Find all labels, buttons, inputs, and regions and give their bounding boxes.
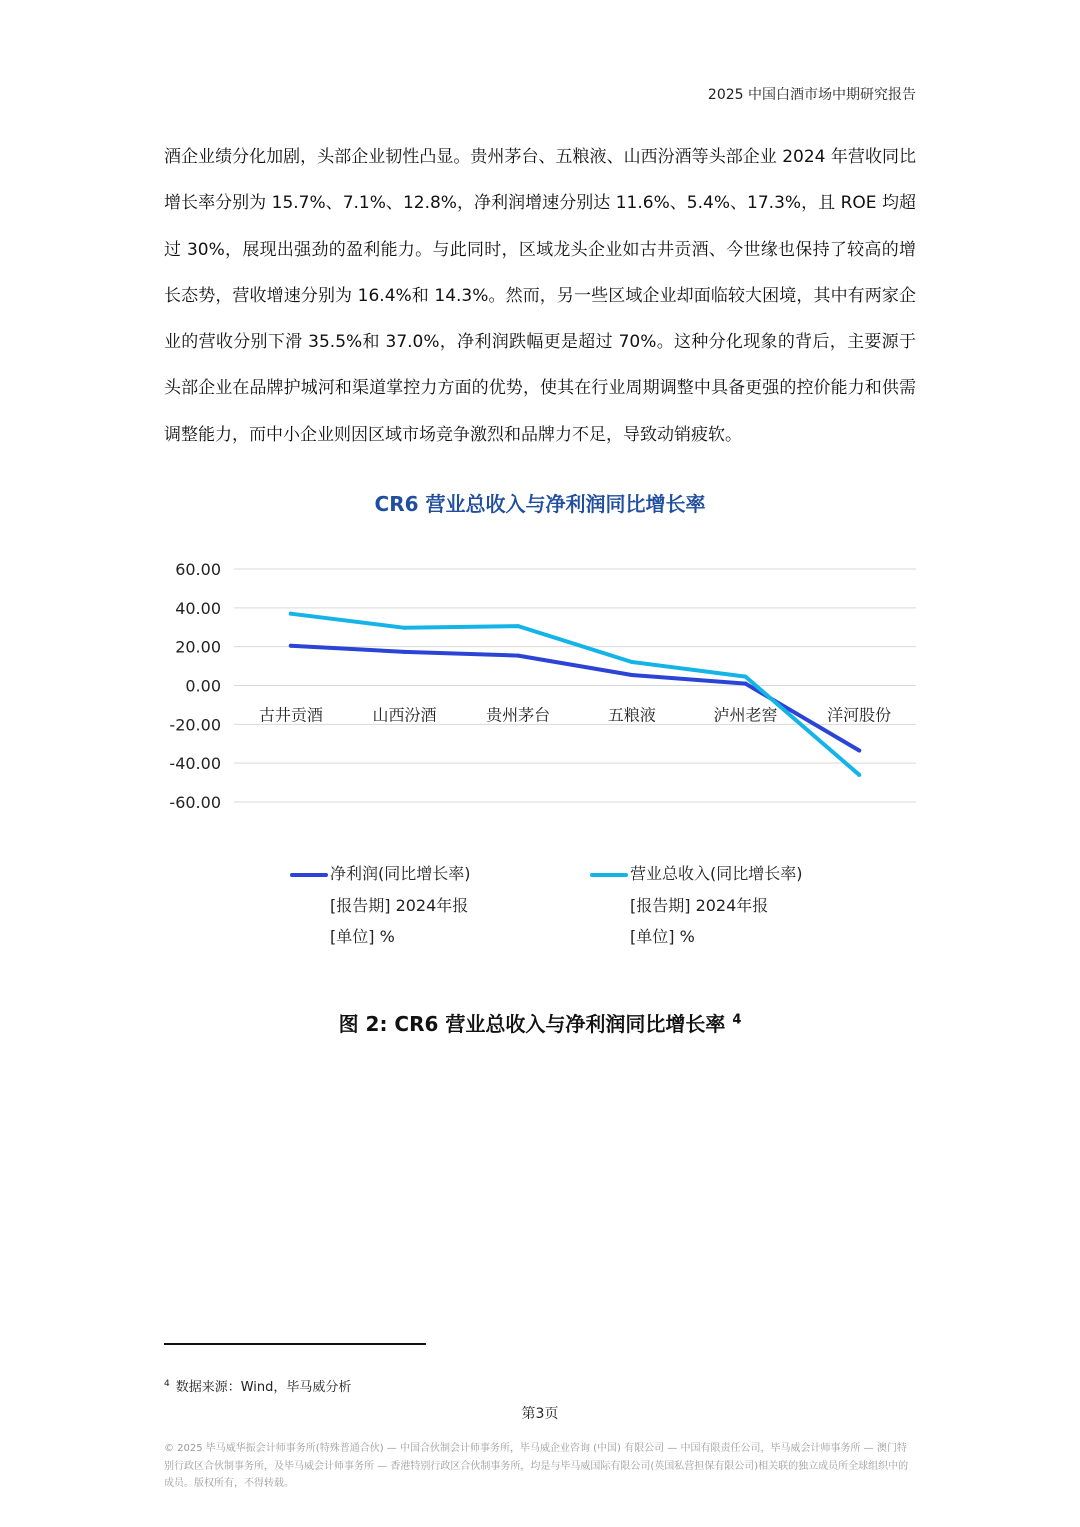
legend-line-net-profit xyxy=(290,873,328,877)
x-category-label: 山西汾酒 xyxy=(372,705,437,725)
legend-unit-revenue: [单位] % xyxy=(630,927,695,946)
legend-label-net-profit: 净利润(同比增长率) xyxy=(330,864,471,883)
legend-period-net-profit: [报告期] 2024年报 xyxy=(330,895,469,915)
page-number: 第3页 xyxy=(521,1406,559,1422)
figure-caption-text: 图 2: CR6 营业总收入与净利润同比增长率 xyxy=(338,1012,726,1036)
legend-line-revenue xyxy=(590,873,628,877)
legend-label-revenue: 营业总收入(同比增长率) xyxy=(630,864,803,883)
x-category-label: 泸州老窖 xyxy=(713,705,778,725)
y-tick-label: -60.00 xyxy=(169,793,221,812)
body-text xyxy=(164,134,916,458)
y-tick-label: -40.00 xyxy=(169,754,221,774)
x-category-label: 五粮液 xyxy=(607,705,656,725)
line-chart xyxy=(0,540,1080,830)
x-category-label: 洋河股份 xyxy=(827,705,892,725)
data-point xyxy=(289,612,293,616)
footnote-marker: 4 xyxy=(164,1378,170,1389)
data-point xyxy=(516,624,520,628)
y-tick-label: -20.00 xyxy=(169,715,221,735)
data-point xyxy=(630,660,634,664)
data-point xyxy=(630,673,634,677)
copyright-notice: © 2025 毕马威华振会计师事务所(特殊普通合伙) — 中国合伙制会计师事务所，毕马威企业咨询 (中国) 有限公司 — 中国有限责任公司，毕马威会计师事务所 — 澳门特别行政区合伙制事务所，及毕马威会计师事务所 — 香港特别行政区合伙制事务所，均是与毕马威国际有限公司(英国私营担保有限公司)相关联的独立成员所全球组织中的成员。版权所有，不得转载。 xyxy=(164,1443,909,1489)
data-point xyxy=(403,626,407,630)
data-point xyxy=(516,654,520,658)
legend-item-net-profit xyxy=(290,858,471,953)
y-tick-label: 60.00 xyxy=(175,560,221,579)
footnote-text: 数据来源：Wind，毕马威分析 xyxy=(175,1380,352,1395)
legend-period-revenue: [报告期] 2024年报 xyxy=(630,895,769,915)
y-tick-label: 40.00 xyxy=(175,598,221,618)
figure-footnote-ref[interactable]: 4 xyxy=(732,1012,742,1028)
figure-caption xyxy=(0,1008,1080,1037)
data-point xyxy=(744,682,748,686)
series-line-1 xyxy=(291,614,859,775)
series-line-0 xyxy=(291,646,859,751)
chart-title: CR6 营业总收入与净利润同比增长率 xyxy=(374,492,706,516)
report-header: 2025 中国白酒市场中期研究报告 xyxy=(707,87,916,103)
body-paragraph: 酒企业绩分化加剧，头部企业韧性凸显。贵州茅台、五粮液、山西汾酒等头部企业 2024 年营收同比增长率分别为 15.7%、7.1%、12.8%，净利润增速分别达 11.6%、5.4%、17.3%，且 ROE 均超过 30%，展现出强劲的盈利能力。与此同时，区域龙头企业如古井贡酒、今世缘也保持了较高的增长态势，营收增速分别为 16.4%和 14.3%。然而，另一些区域企业却面临较大困境，其中有两家企业的营收分别下滑 35.5%和 37.0%，净利润跌幅更是超过 70%。这种分化现象的背后，主要源于头部企业在品牌护城河和渠道掌控力方面的优势，使其在行业周期调整中具备更强的控价能力和供需调整能力，而中小企业则因区域市场竞争激烈和品牌力不足，导致动销疲软。 xyxy=(164,147,916,445)
x-category-label: 古井贡酒 xyxy=(258,705,323,725)
y-tick-label: 0.00 xyxy=(185,676,221,696)
footnote-divider xyxy=(164,1343,426,1345)
data-point xyxy=(403,650,407,654)
data-point xyxy=(744,675,748,679)
data-point xyxy=(857,749,861,753)
data-point xyxy=(857,773,861,777)
footnote xyxy=(164,1376,351,1395)
x-category-label: 贵州茅台 xyxy=(486,705,551,725)
legend-item-revenue xyxy=(590,858,803,953)
y-tick-label: 20.00 xyxy=(175,637,221,657)
data-point xyxy=(289,644,293,648)
legend-unit-net-profit: [单位] % xyxy=(330,927,395,946)
